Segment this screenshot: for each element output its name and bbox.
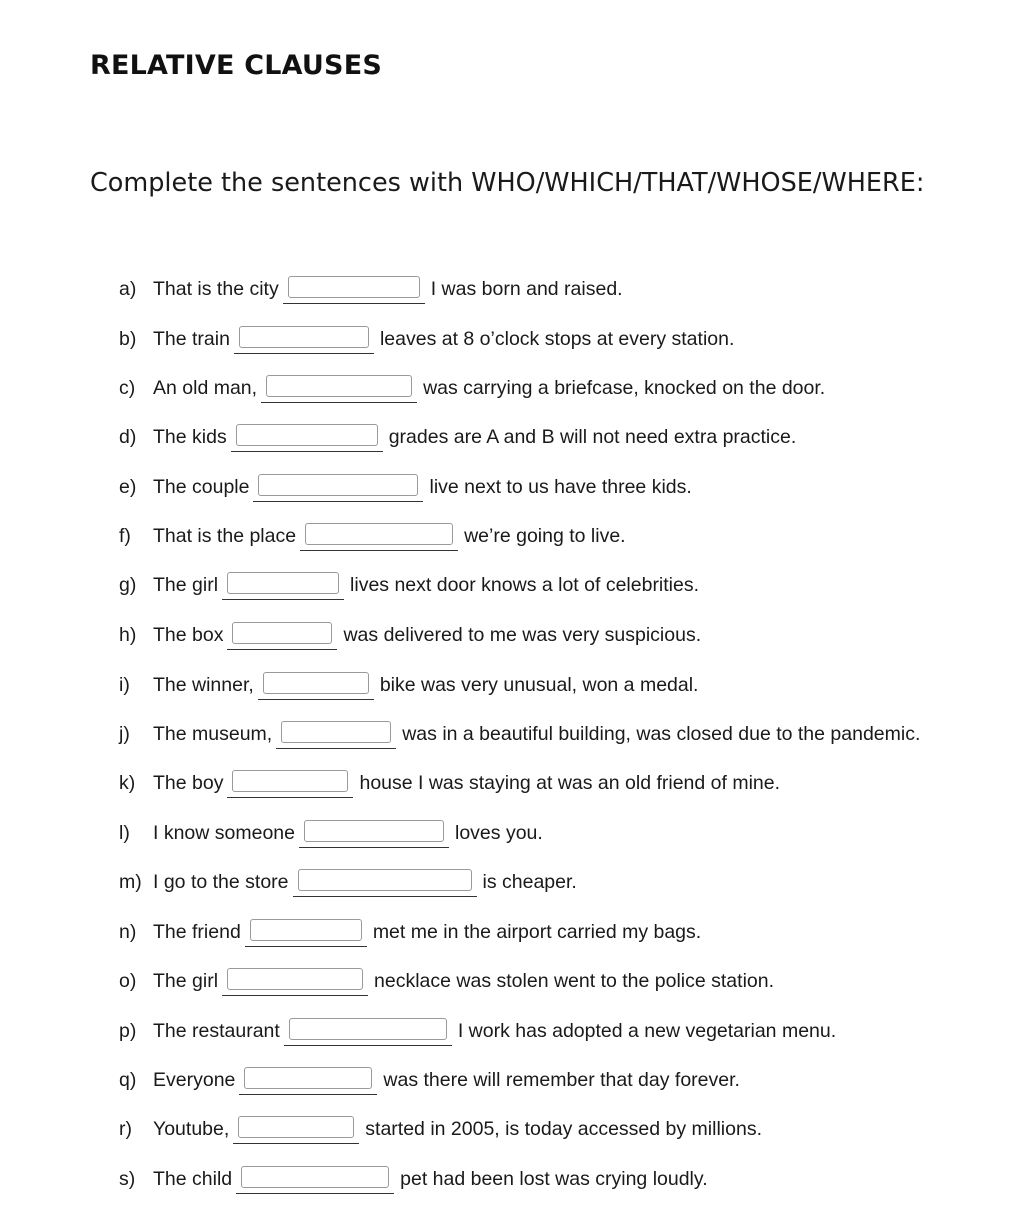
sentence-start: The friend	[153, 920, 241, 943]
answer-input[interactable]	[250, 919, 362, 941]
sentence-start: The child	[153, 1167, 233, 1190]
item-letter: j)	[119, 722, 130, 745]
sentence-row	[119, 719, 920, 749]
sentence-start: I go to the store	[153, 870, 289, 893]
sentence-end: house I was staying at was an old friend of mine.	[359, 771, 781, 794]
sentence-row	[119, 670, 698, 700]
sentence-start: The restaurant	[153, 1019, 280, 1042]
sentence-row	[119, 966, 774, 996]
item-letter: h)	[119, 623, 137, 646]
sentence-end: met me in the airport carried my bags.	[372, 920, 702, 943]
answer-input[interactable]	[239, 326, 369, 348]
answer-blank	[233, 1114, 359, 1144]
sentence-end: is cheaper.	[482, 870, 577, 893]
answer-blank	[284, 1016, 452, 1046]
sentence-start: Youtube,	[153, 1117, 230, 1140]
sentence-row	[119, 521, 626, 551]
item-letter: f)	[119, 524, 131, 547]
answer-input[interactable]	[227, 968, 363, 990]
answer-input[interactable]	[281, 721, 391, 743]
answer-blank	[300, 521, 458, 551]
answer-blank	[222, 966, 368, 996]
item-letter: o)	[119, 969, 137, 992]
answer-blank	[258, 670, 374, 700]
sentence-end: started in 2005, is today accessed by millions.	[365, 1117, 762, 1140]
sentence-end: necklace was stolen went to the police station.	[374, 969, 775, 992]
item-letter: g)	[119, 573, 137, 596]
answer-blank	[283, 274, 425, 304]
sentence-start: That is the city	[153, 277, 279, 300]
item-letter: b)	[119, 327, 137, 350]
item-letter: n)	[119, 920, 137, 943]
answer-blank	[276, 719, 396, 749]
item-letter: k)	[119, 771, 136, 794]
sentence-end: I was born and raised.	[430, 277, 623, 300]
answer-blank	[222, 570, 344, 600]
answer-blank	[245, 917, 367, 947]
sentence-start: The train	[153, 327, 230, 350]
sentence-row	[119, 1164, 708, 1194]
answer-input[interactable]	[305, 523, 453, 545]
item-letter: e)	[119, 475, 137, 498]
answer-blank	[293, 867, 477, 897]
item-letter: i)	[119, 673, 130, 696]
item-letter: l)	[119, 821, 130, 844]
sentence-row	[119, 324, 734, 354]
sentence-start: The kids	[153, 425, 227, 448]
sentence-start: The winner,	[153, 673, 254, 696]
sentence-row	[119, 867, 577, 897]
sentence-end: pet had been lost was crying loudly.	[400, 1167, 708, 1190]
sentence-end: lives next door knows a lot of celebrities.	[350, 573, 700, 596]
item-letter: s)	[119, 1167, 136, 1190]
sentence-row	[119, 1114, 762, 1144]
sentence-start: The boy	[153, 771, 224, 794]
sentence-row	[119, 422, 796, 452]
sentence-start: The couple	[153, 475, 250, 498]
answer-input[interactable]	[263, 672, 369, 694]
item-letter: a)	[119, 277, 137, 300]
sentence-row	[119, 917, 701, 947]
sentence-start: An old man,	[153, 376, 258, 399]
answer-blank	[234, 324, 374, 354]
sentence-start: That is the place	[153, 524, 297, 547]
answer-input[interactable]	[304, 820, 444, 842]
answer-input[interactable]	[232, 770, 348, 792]
sentence-start: The girl	[153, 573, 219, 596]
answer-input[interactable]	[258, 474, 418, 496]
item-letter: d)	[119, 425, 137, 448]
sentence-start: Everyone	[153, 1068, 236, 1091]
sentence-row	[119, 373, 825, 403]
sentence-end: was in a beautiful building, was closed due to the pandemic.	[402, 722, 921, 745]
answer-blank	[227, 620, 337, 650]
sentence-end: was there will remember that day forever.	[383, 1068, 740, 1091]
sentence-start: The museum,	[153, 722, 273, 745]
sentence-row	[119, 472, 692, 502]
instruction-text: Complete the sentences with WHO/WHICH/THAT/WHOSE/WHERE:	[90, 168, 925, 198]
sentence-end: I work has adopted a new vegetarian menu.	[457, 1019, 837, 1042]
sentence-end: loves you.	[455, 821, 543, 844]
item-letter: p)	[119, 1019, 137, 1042]
answer-input[interactable]	[298, 869, 472, 891]
item-letter: r)	[119, 1117, 132, 1140]
answer-blank	[236, 1164, 394, 1194]
answer-blank	[299, 818, 449, 848]
answer-input[interactable]	[227, 572, 339, 594]
answer-blank	[239, 1065, 377, 1095]
sentence-end: was delivered to me was very suspicious.	[343, 623, 702, 646]
page-title: RELATIVE CLAUSES	[90, 50, 382, 81]
sentence-end: was carrying a briefcase, knocked on the door.	[423, 376, 826, 399]
sentence-row	[119, 818, 543, 848]
sentence-row	[119, 1016, 836, 1046]
sentence-end: live next to us have three kids.	[429, 475, 692, 498]
item-letter: c)	[119, 376, 136, 399]
answer-input[interactable]	[236, 424, 378, 446]
sentence-end: grades are A and B will not need extra practice.	[388, 425, 797, 448]
answer-input[interactable]	[241, 1166, 389, 1188]
sentence-row	[119, 768, 780, 798]
answer-input[interactable]	[244, 1067, 372, 1089]
answer-input[interactable]	[232, 622, 332, 644]
sentence-row	[119, 620, 701, 650]
sentence-row	[119, 274, 623, 304]
answer-input[interactable]	[289, 1018, 447, 1040]
answer-input[interactable]	[238, 1116, 354, 1138]
sentence-start: The box	[153, 623, 224, 646]
answer-blank	[253, 472, 423, 502]
answer-blank	[231, 422, 383, 452]
sentence-end: leaves at 8 o’clock stops at every station.	[379, 327, 735, 350]
answer-input[interactable]	[288, 276, 420, 298]
item-letter: m)	[119, 870, 142, 893]
answer-blank	[261, 373, 417, 403]
sentence-start: The girl	[153, 969, 219, 992]
sentence-row	[119, 570, 699, 600]
item-letter: q)	[119, 1068, 137, 1091]
sentence-end: bike was very unusual, won a medal.	[379, 673, 699, 696]
answer-input[interactable]	[266, 375, 412, 397]
answer-blank	[227, 768, 353, 798]
sentence-row	[119, 1065, 740, 1095]
sentence-start: I know someone	[153, 821, 295, 844]
sentence-end: we’re going to live.	[464, 524, 626, 547]
